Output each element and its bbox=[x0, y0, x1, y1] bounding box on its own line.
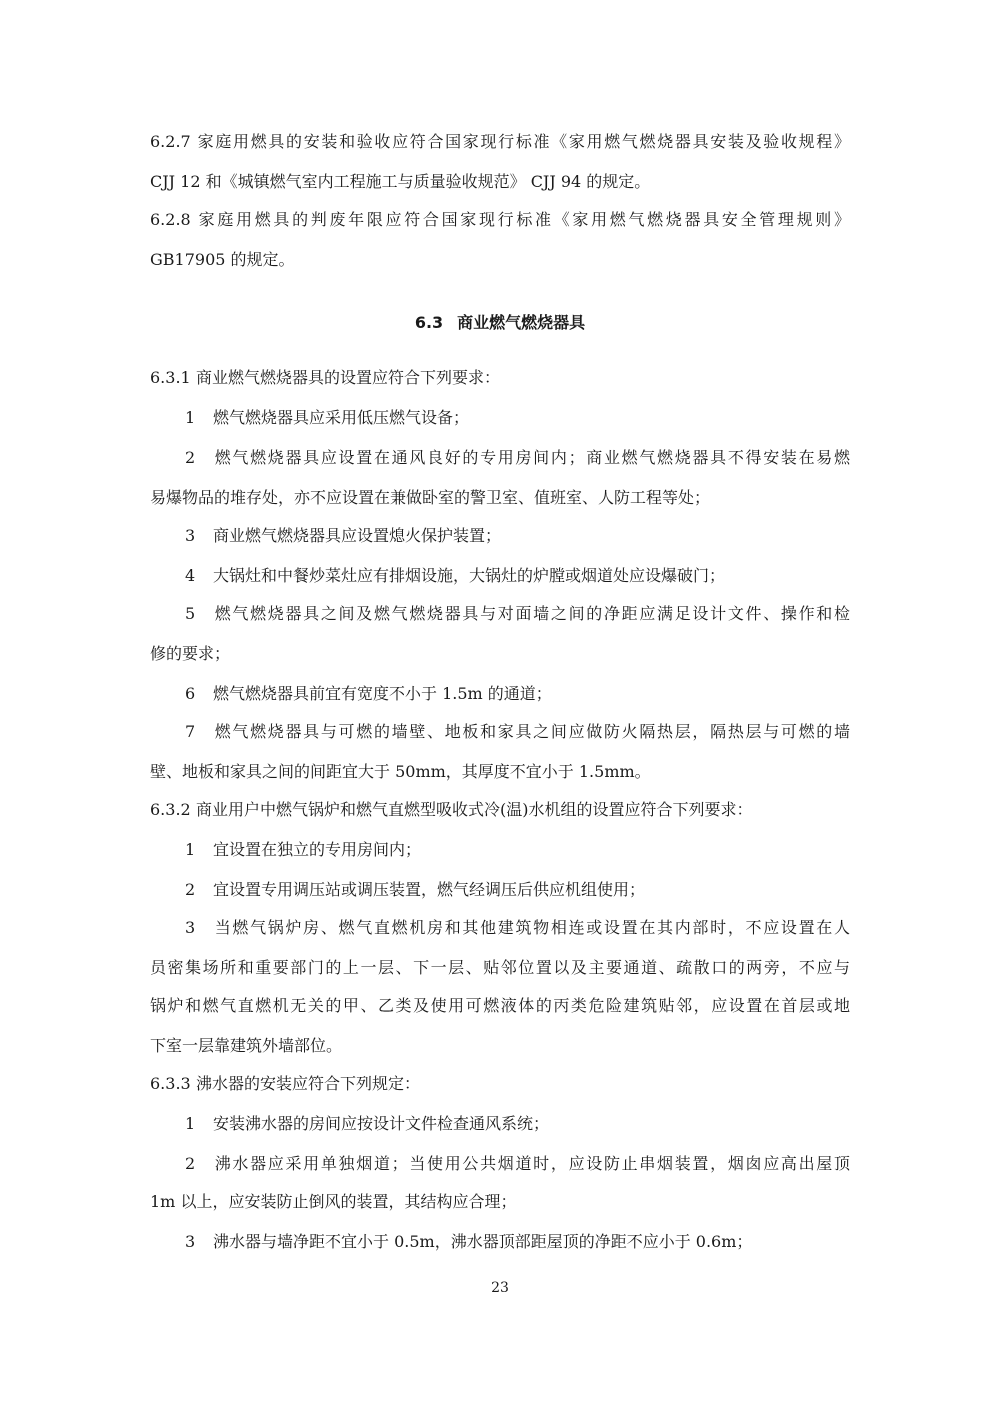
list-item-continuation: 修的要求； bbox=[150, 644, 231, 663]
list-item: 3 商业燃气燃烧器具应设置熄火保护装置； bbox=[185, 526, 502, 545]
page-number: 23 bbox=[491, 1280, 509, 1296]
list-item: 2 宜设置专用调压站或调压装置，燃气经调压后供应机组使用； bbox=[185, 880, 646, 899]
clause-text: 家庭用燃具的安装和验收应符合国家现行标准《家用燃气燃烧器具安装及验收规程》 bbox=[196, 132, 850, 151]
clause-number: 6.2.8 bbox=[150, 210, 191, 229]
list-item: 5 燃气燃烧器具之间及燃气燃烧器具与对面墙之间的净距应满足设计文件、操作和检 bbox=[185, 604, 850, 623]
clause-number: 6.3.1 bbox=[150, 368, 191, 387]
clause-number: 6.3.2 bbox=[150, 800, 191, 819]
list-item-continuation: 锅炉和燃气直燃机无关的甲、乙类及使用可燃液体的丙类危险建筑贴邻，应设置在首层或地 bbox=[150, 996, 850, 1015]
clause-6-2-7-line2: CJJ 12 和《城镇燃气室内工程施工与质量验收规范》 CJJ 94 的规定。 bbox=[150, 172, 651, 191]
clause-6-3-2 bbox=[150, 800, 753, 820]
list-item: 2 燃气燃烧器具应设置在通风良好的专用房间内；商业燃气燃烧器具不得安装在易燃 bbox=[185, 448, 850, 467]
list-item: 1 燃气燃烧器具应采用低压燃气设备； bbox=[185, 408, 470, 427]
section-heading bbox=[0, 310, 1000, 333]
list-item: 2 沸水器应采用单独烟道；当使用公共烟道时，应设防止串烟装置，烟囱应高出屋顶 bbox=[185, 1154, 850, 1173]
clause-text: 商业用户中燃气锅炉和燃气直燃型吸收式冷(温)水机组的设置应符合下列要求： bbox=[196, 800, 753, 819]
clause-number: 6.2.7 bbox=[150, 132, 191, 151]
section-number: 6.3 bbox=[414, 313, 444, 332]
list-item-continuation: 员密集场所和重要部门的上一层、下一层、贴邻位置以及主要通道、疏散口的两旁，不应与 bbox=[150, 958, 850, 977]
list-item: 3 当燃气锅炉房、燃气直燃机房和其他建筑物相连或设置在其内部时，不应设置在人 bbox=[185, 918, 850, 937]
clause-6-3-1 bbox=[150, 368, 500, 388]
clause-text: 商业燃气燃烧器具的设置应符合下列要求： bbox=[196, 368, 501, 387]
list-item: 7 燃气燃烧器具与可燃的墙壁、地板和家具之间应做防火隔热层，隔热层与可燃的墙 bbox=[185, 722, 850, 741]
list-item: 1 安装沸水器的房间应按设计文件检查通风系统； bbox=[185, 1114, 550, 1133]
clause-text: 沸水器的安装应符合下列规定： bbox=[196, 1074, 421, 1093]
list-item-continuation: 壁、地板和家具之间的间距宜大于 50mm，其厚度不宜小于 1.5mm。 bbox=[150, 762, 651, 781]
list-item-continuation: 下室一层靠建筑外墙部位。 bbox=[150, 1036, 343, 1055]
list-item: 6 燃气燃烧器具前宜有宽度不小于 1.5m 的通道； bbox=[185, 684, 552, 703]
clause-number: 6.3.3 bbox=[150, 1074, 191, 1093]
clause-6-2-8-line2: GB17905 的规定。 bbox=[150, 250, 295, 269]
clause-6-2-8-line1 bbox=[150, 210, 850, 230]
clause-6-2-7-line1 bbox=[150, 132, 850, 152]
list-item-continuation: 1m 以上，应安装防止倒风的装置，其结构应合理； bbox=[150, 1192, 517, 1211]
section-title: 商业燃气燃烧器具 bbox=[457, 313, 586, 332]
list-item: 3 沸水器与墙净距不宜小于 0.5m，沸水器顶部距屋顶的净距不应小于 0.6m； bbox=[185, 1232, 753, 1251]
list-item: 4 大锅灶和中餐炒菜灶应有排烟设施，大锅灶的炉膛或烟道处应设爆破门； bbox=[185, 566, 726, 585]
clause-6-3-3 bbox=[150, 1074, 420, 1094]
list-item-continuation: 易爆物品的堆存处，亦不应设置在兼做卧室的警卫室、值班室、人防工程等处； bbox=[150, 488, 711, 507]
clause-text: 家庭用燃具的判废年限应符合国家现行标准《家用燃气燃烧器具安全管理规则》 bbox=[196, 210, 850, 229]
list-item: 1 宜设置在独立的专用房间内； bbox=[185, 840, 422, 859]
